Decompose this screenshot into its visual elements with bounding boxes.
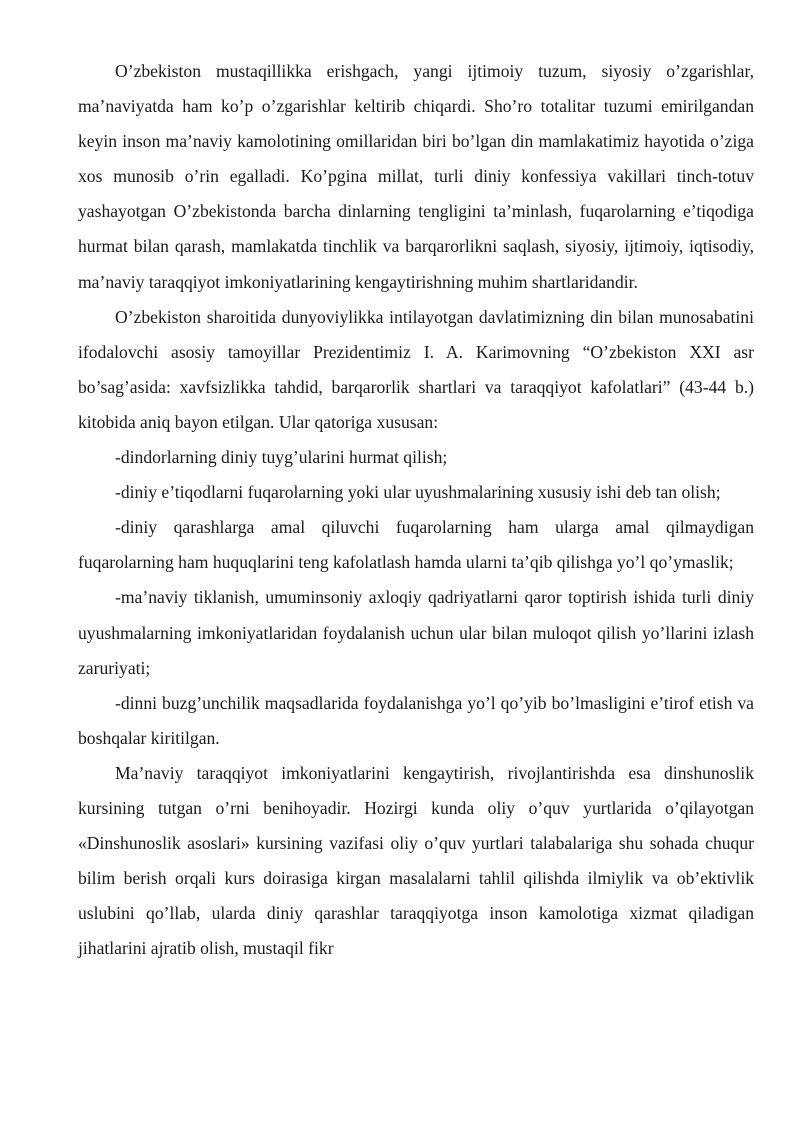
paragraph-principles-intro: O’zbekiston sharoitida dunyoviylikka intilayotgan davlatimizning din bilan munosabatini ifodalovchi asosiy tamoyillar Prezidentimiz I. A. Karimovning “O’zbekiston XXI asr bo’sag’asida: xavfsizlikka tahdid, barqarorlik shartlari va taraqqiyot kafolatlari” (43-44 b.) kitobida aniq bayon etilgan. Ular qatoriga xususan:: [78, 306, 754, 432]
paragraph-course-role: Ma’naviy taraqqiyot imkoniyatlarini kengaytirish, rivojlantirishda esa dinshunoslik kursining tutgan o’rni benihoyadir. Hozirgi kunda oliy o’quv yurtlarida o’qilayotgan «Dinshunoslik asoslari» kursining vazifasi oliy o’quv yurtlari talabalariga shu sohada chuqur bilim berish orqali kurs doirasiga kirgan masalalarni tahlil qilishda ilmiylik va ob’ektivlik uslubini qo’llab, ularda diniy qarashlar taraqqiyotga inson kamolotiga xizmat qiladigan jihatlarini ajratib olish, mustaqil fikr: [78, 762, 754, 959]
list-item-equal-rights: -diniy qarashlarga amal qiluvchi fuqarolarning ham ularga amal qilmaydigan fuqarolarning ham huquqlarini teng kafolatlash hamda ularni ta’qib qilishga yo’l qo’ymaslik;: [78, 517, 754, 573]
list-item-private-matter: -diniy e’tiqodlarni fuqarolarning yoki ular uyushmalarining xususiy ishi deb tan olish;: [115, 482, 721, 503]
list-item-respect-feelings: -dindorlarning diniy tuyg’ularini hurmat qilish;: [115, 447, 448, 468]
list-item-dialogue: -ma’naviy tiklanish, umuminsoniy axloqiy qadriyatlarni qaror toptirish ishida turli diniy uyushmalarning imkoniyatlaridan foydalanish uchun ular bilan muloqot qilish yo’llarini izlash zaruriyati;: [78, 587, 754, 678]
paragraph-independence-religion: O’zbekiston mustaqillikka erishgach, yangi ijtimoiy tuzum, siyosiy o’zgarishlar, ma’naviyatda ham ko’p o’zgarishlar keltirib chiqardi. Sho’ro totalitar tuzumi emirilgandan keyin inson ma’naviy kamolotining omillaridan biri bo’lgan din mamlakatimiz hayotida o’ziga xos munosib o’rin egalladi. Ko’pgina millat, turli diniy konfessiya vakillari tinch-totuv yashayotgan O’zbekistonda barcha dinlarning tengligini ta’minlash, fuqarolarning e’tiqodiga hurmat bilan qarash, mamlakatda tinchlik va barqarorlikni saqlash, siyosiy, ijtimoiy, iqtisodiy, ma’naviy taraqqiyot imkoniyatlarining kengaytirishning muhim shartlaridandir.: [78, 61, 754, 292]
document-page: [78, 54, 754, 966]
list-item-no-destructive-use: -dinni buzg’unchilik maqsadlarida foydalanishga yo’l qo’yib bo’lmasligini e’tirof etish va boshqalar kiritilgan.: [78, 692, 754, 748]
